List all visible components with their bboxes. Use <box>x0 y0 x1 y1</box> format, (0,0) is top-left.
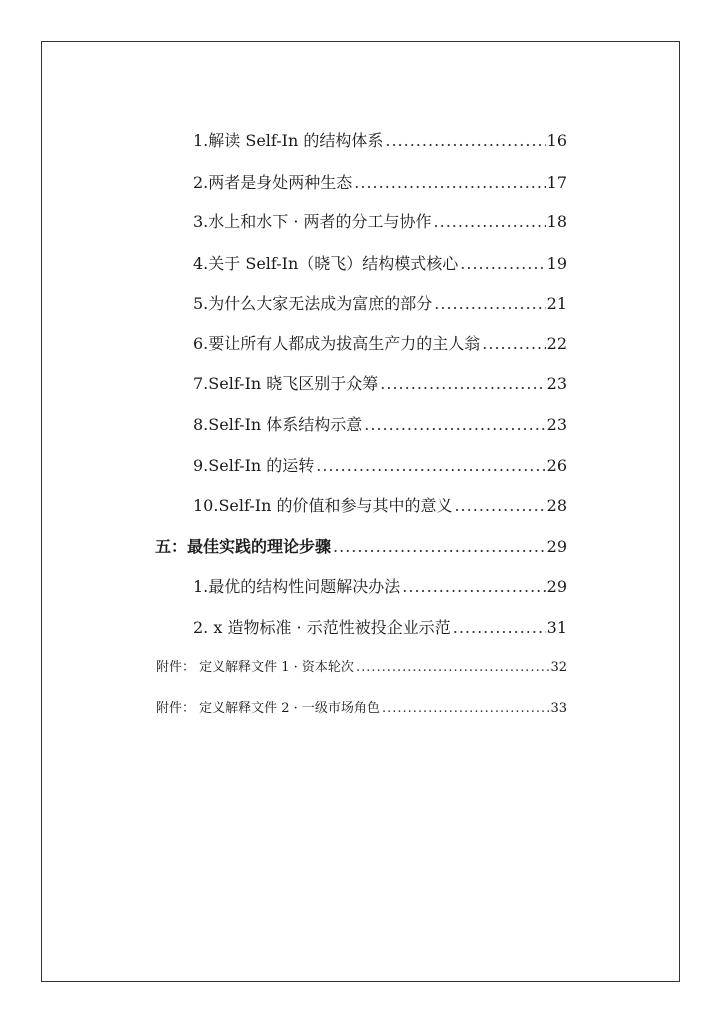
toc-entry-title: 2.两者是身处两种生态 <box>193 173 353 192</box>
toc-entry-title: 附件： 定义解释文件 1 · 资本轮次 <box>156 660 354 675</box>
toc-entry-page: 22 <box>546 334 567 353</box>
toc-entry[interactable] <box>193 331 567 354</box>
toc-entry[interactable] <box>193 615 567 638</box>
toc-entry[interactable] <box>193 493 567 516</box>
toc-section-heading[interactable] <box>155 534 567 557</box>
toc-leader-dots <box>402 577 545 596</box>
toc-entry[interactable] <box>193 170 567 193</box>
toc-entry-title: 7.Self-In 晓飞区别于众筹 <box>193 374 379 393</box>
toc-entry-page: 29 <box>546 537 567 556</box>
toc-entry-page: 33 <box>550 701 567 716</box>
toc-entry[interactable] <box>193 412 567 435</box>
toc-entry-page: 21 <box>546 294 567 313</box>
toc-leader-dots <box>434 294 545 313</box>
toc-entry-title: 6.要让所有人都成为拔高生产力的主人翁 <box>193 334 481 353</box>
toc-entry-title: 1.最优的结构性问题解决办法 <box>193 577 401 596</box>
toc-entry[interactable] <box>193 371 567 394</box>
toc-entry-title: 3.水上和水下 · 两者的分工与协作 <box>193 212 432 231</box>
toc-leader-dots <box>316 456 545 475</box>
toc-entry-page: 16 <box>546 131 567 150</box>
toc-entry-title: 10.Self-In 的价值和参与其中的意义 <box>193 496 453 515</box>
toc-leader-dots <box>333 537 546 556</box>
toc-leader-dots <box>380 374 545 393</box>
toc-leader-dots <box>482 334 545 353</box>
toc-entry-page: 28 <box>546 496 567 515</box>
toc-entry-page: 17 <box>546 173 567 192</box>
toc-leader-dots <box>356 660 550 675</box>
toc-entry[interactable] <box>193 251 567 274</box>
toc-entry-page: 29 <box>546 577 567 596</box>
toc-entry-title: 8.Self-In 体系结构示意 <box>193 415 363 434</box>
toc-leader-dots <box>385 131 545 150</box>
toc-entry-page: 23 <box>546 415 567 434</box>
toc-leader-dots <box>453 618 546 637</box>
toc-leader-dots <box>460 254 545 273</box>
toc-entry-title: 五：最佳实践的理论步骤 <box>155 537 332 556</box>
toc-entry-page: 32 <box>550 660 567 675</box>
toc-entry-title: 2. x 造物标准 · 示范性被投企业示范 <box>193 618 451 637</box>
toc-entry-title: 1.解读 Self-In 的结构体系 <box>193 131 384 150</box>
toc-entry-page: 23 <box>546 374 567 393</box>
toc-entry-page: 18 <box>546 212 567 231</box>
toc-leader-dots <box>434 212 546 231</box>
toc-entry[interactable] <box>193 291 567 314</box>
toc-appendix-entry[interactable] <box>156 697 567 716</box>
toc-entry-title: 4.关于 Self-In（晓飞）结构模式核心 <box>193 254 459 273</box>
toc-leader-dots <box>454 496 545 515</box>
toc-entry[interactable] <box>193 128 567 151</box>
toc-entry[interactable] <box>193 574 567 597</box>
toc-entry-page: 19 <box>546 254 567 273</box>
toc-leader-dots <box>364 415 545 434</box>
toc-entry[interactable] <box>193 453 567 476</box>
toc-entry-title: 附件： 定义解释文件 2 · 一级市场角色 <box>156 701 380 716</box>
toc-appendix-entry[interactable] <box>156 656 567 675</box>
toc-entry-page: 31 <box>546 618 567 637</box>
toc-entry[interactable] <box>193 209 567 232</box>
toc-entry-page: 26 <box>546 456 567 475</box>
toc-entry-title: 9.Self-In 的运转 <box>193 456 315 475</box>
toc-leader-dots <box>354 173 545 192</box>
toc-entry-title: 5.为什么大家无法成为富庶的部分 <box>193 294 433 313</box>
toc-leader-dots <box>382 701 550 716</box>
